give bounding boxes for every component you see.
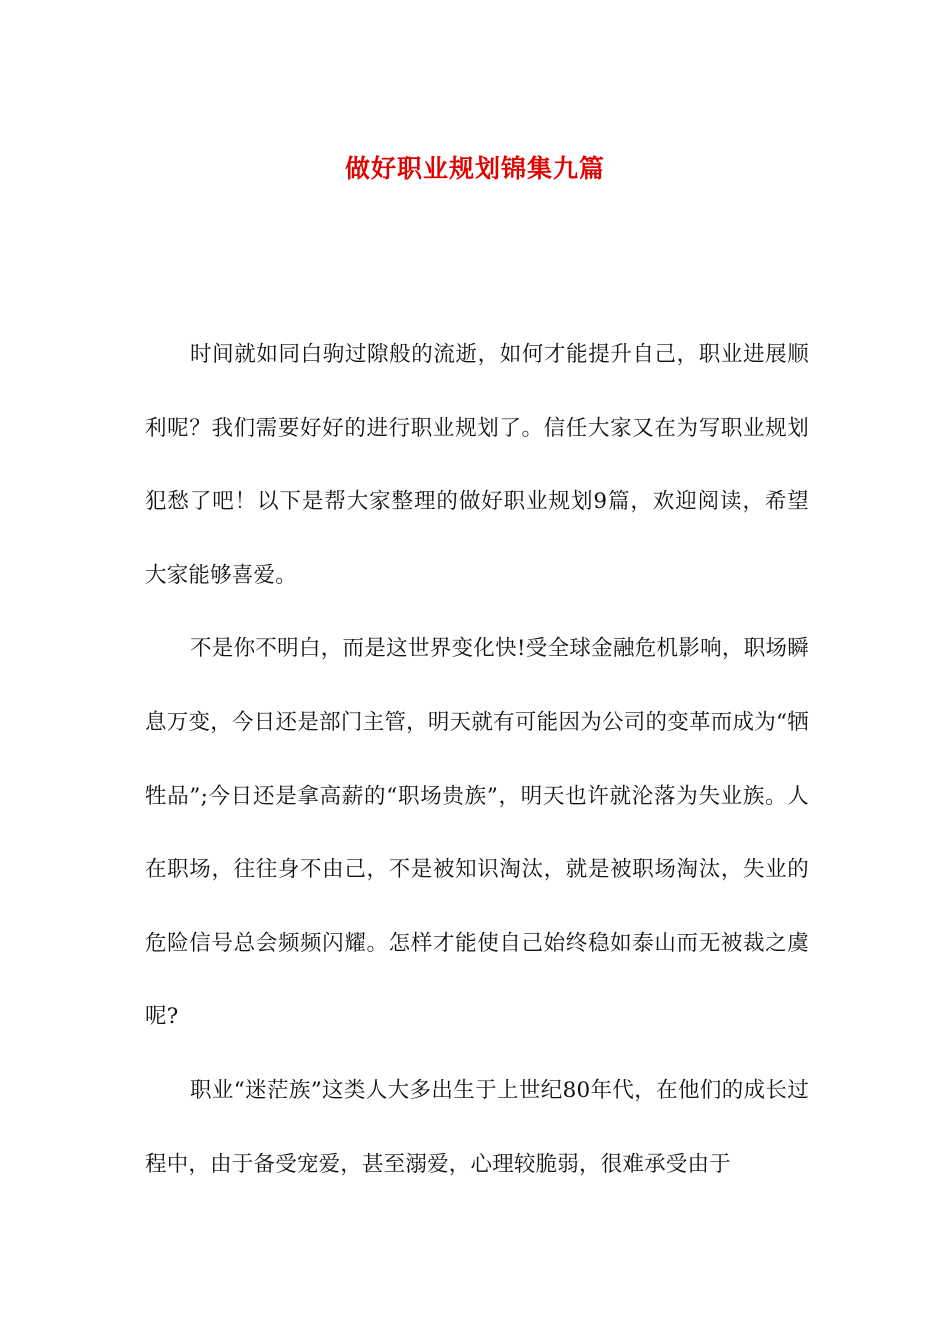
- paragraph-confused-group: 职业“迷茫族”这类人大多出生于上世纪80年代，在他们的成长过程中，由于备受宠爱，甚至溺爱，心理较脆弱，很难承受由于: [145, 1077, 809, 1177]
- document-title: 做好职业规划锦集九篇: [344, 153, 605, 183]
- document-body: [145, 318, 809, 1201]
- paragraph-intro: 时间就如同白驹过隙般的流逝，如何才能提升自己，职业进展顺利呢？我们需要好好的进行职业规划了。信任大家又在为写职业规划犯愁了吧！以下是帮大家整理的做好职业规划9篇，欢迎阅读，希望大家能够喜爱。: [145, 342, 809, 588]
- paragraph-workplace-change: 不是你不明白，而是这世界变化快!受全球金融危机影响，职场瞬息万变，今日还是部门主管，明天就有可能因为公司的变革而成为“牺牲品”;今日还是拿高薪的“职场贵族”，明天也许就沦落为失业族。人在职场，往往身不由己，不是被知识淘汰，就是被职场淘汰，失业的危险信号总会频频闪耀。怎样才能使自己始终稳如泰山而无被裁之虞呢?: [145, 636, 809, 1030]
